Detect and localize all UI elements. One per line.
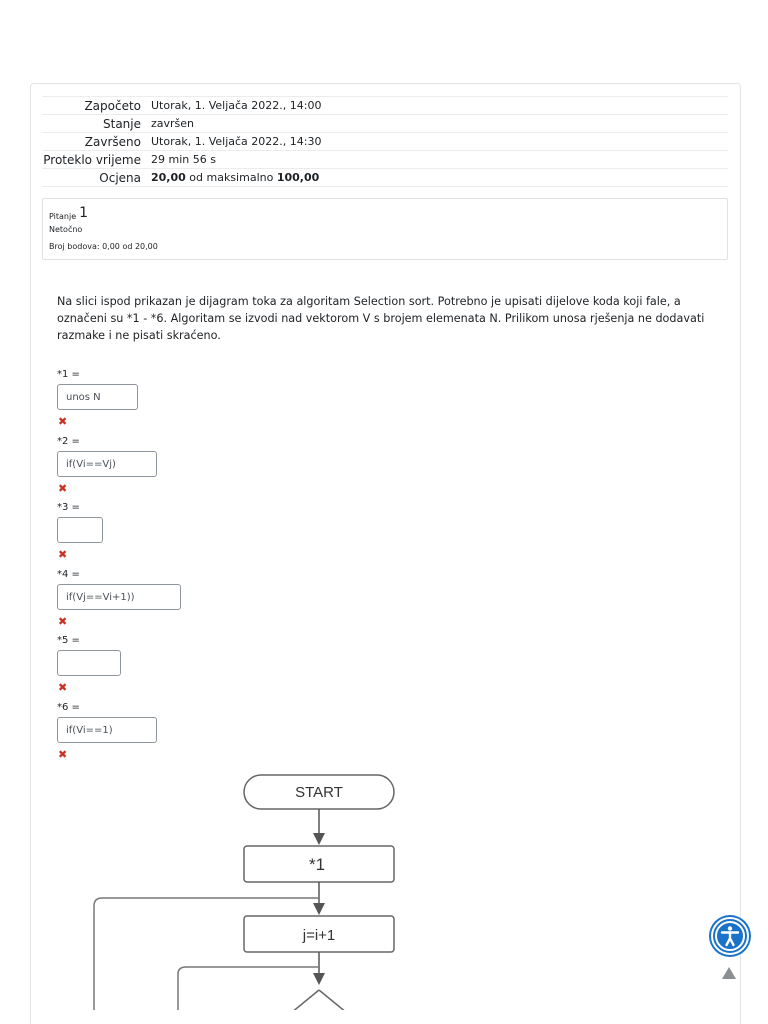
grade-mid-text: od maksimalno xyxy=(185,171,277,184)
summary-value: završen xyxy=(151,117,195,130)
attempt-summary-table xyxy=(42,96,728,187)
answer-label: *2 = xyxy=(57,436,80,447)
summary-row-time-taken xyxy=(42,151,728,169)
answer-input-2[interactable]: if(Vi==Vj) xyxy=(57,451,157,477)
answer-block-4 xyxy=(57,569,181,628)
accessibility-icon xyxy=(713,919,747,953)
answer-label: *1 = xyxy=(57,369,80,380)
answer-label: *5 = xyxy=(57,635,80,646)
answer-input-6[interactable]: if(Vi==1) xyxy=(57,717,157,743)
answer-input-1[interactable]: unos N xyxy=(57,384,138,410)
summary-value: 29 min 56 s xyxy=(151,153,216,166)
arrow-up-icon[interactable] xyxy=(722,967,736,979)
incorrect-icon: ✖ xyxy=(58,748,68,761)
answer-block-3 xyxy=(57,502,103,561)
incorrect-icon: ✖ xyxy=(58,415,68,428)
question-number-value: 1 xyxy=(79,205,89,221)
flow-start-label: START xyxy=(295,784,343,801)
summary-label: Proteklo vrijeme xyxy=(43,152,141,167)
flowchart-image xyxy=(60,760,420,1010)
summary-value: Utorak, 1. Veljača 2022., 14:00 xyxy=(151,99,322,112)
summary-row-state xyxy=(42,115,728,133)
incorrect-icon: ✖ xyxy=(58,615,68,628)
question-text: Na slici ispod prikazan je dijagram toka za algoritam Selection sort. Potrebno je upisati dijelove koda koji fale, a označeni su *1 - *6. Algoritam se izvodi nad vektorom V s brojem elemenata N. Prilikom unosa rješenja ne dodavati razmake i ne pisati skraćeno. xyxy=(57,295,705,342)
grade-score: 20,00 xyxy=(151,171,186,184)
flow-step1-label: *1 xyxy=(308,855,326,874)
question-info-box xyxy=(42,198,728,260)
answer-label: *4 = xyxy=(57,569,80,580)
answer-label: *3 = xyxy=(57,502,80,513)
summary-value: Utorak, 1. Veljača 2022., 14:30 xyxy=(151,135,322,148)
flow-step2-label: j=i+1 xyxy=(302,927,336,944)
question-grade: Broj bodova: 0,00 od 20,00 xyxy=(49,242,158,251)
incorrect-icon: ✖ xyxy=(58,681,68,694)
summary-row-grade xyxy=(42,169,728,187)
summary-label: Stanje xyxy=(103,116,141,131)
summary-label: Završeno xyxy=(84,134,141,149)
flow-loop-inner xyxy=(178,967,319,1010)
answer-input-3[interactable] xyxy=(57,517,103,543)
grade-max: 100,00 xyxy=(276,171,320,184)
question-number xyxy=(49,203,721,221)
flow-loop-outer xyxy=(94,898,319,1010)
answer-input-5[interactable] xyxy=(57,650,121,676)
summary-label: Započeto xyxy=(84,98,141,113)
question-state: Netočno xyxy=(49,225,83,234)
incorrect-icon: ✖ xyxy=(58,482,68,495)
summary-row-finished xyxy=(42,133,728,151)
answer-block-1 xyxy=(57,369,138,428)
flow-decision-diamond xyxy=(280,990,358,1010)
summary-label: Ocjena xyxy=(99,170,141,185)
question-prefix: Pitanje xyxy=(49,212,77,221)
summary-row-started xyxy=(42,97,728,115)
summary-value-grade xyxy=(151,169,728,187)
answer-input-4[interactable]: if(Vj==Vi+1)) xyxy=(57,584,181,610)
answer-block-6 xyxy=(57,702,157,761)
answer-block-2 xyxy=(57,436,157,495)
incorrect-icon: ✖ xyxy=(58,548,68,561)
answer-block-5 xyxy=(57,635,121,694)
accessibility-button[interactable] xyxy=(711,917,749,955)
answer-label: *6 = xyxy=(57,702,80,713)
